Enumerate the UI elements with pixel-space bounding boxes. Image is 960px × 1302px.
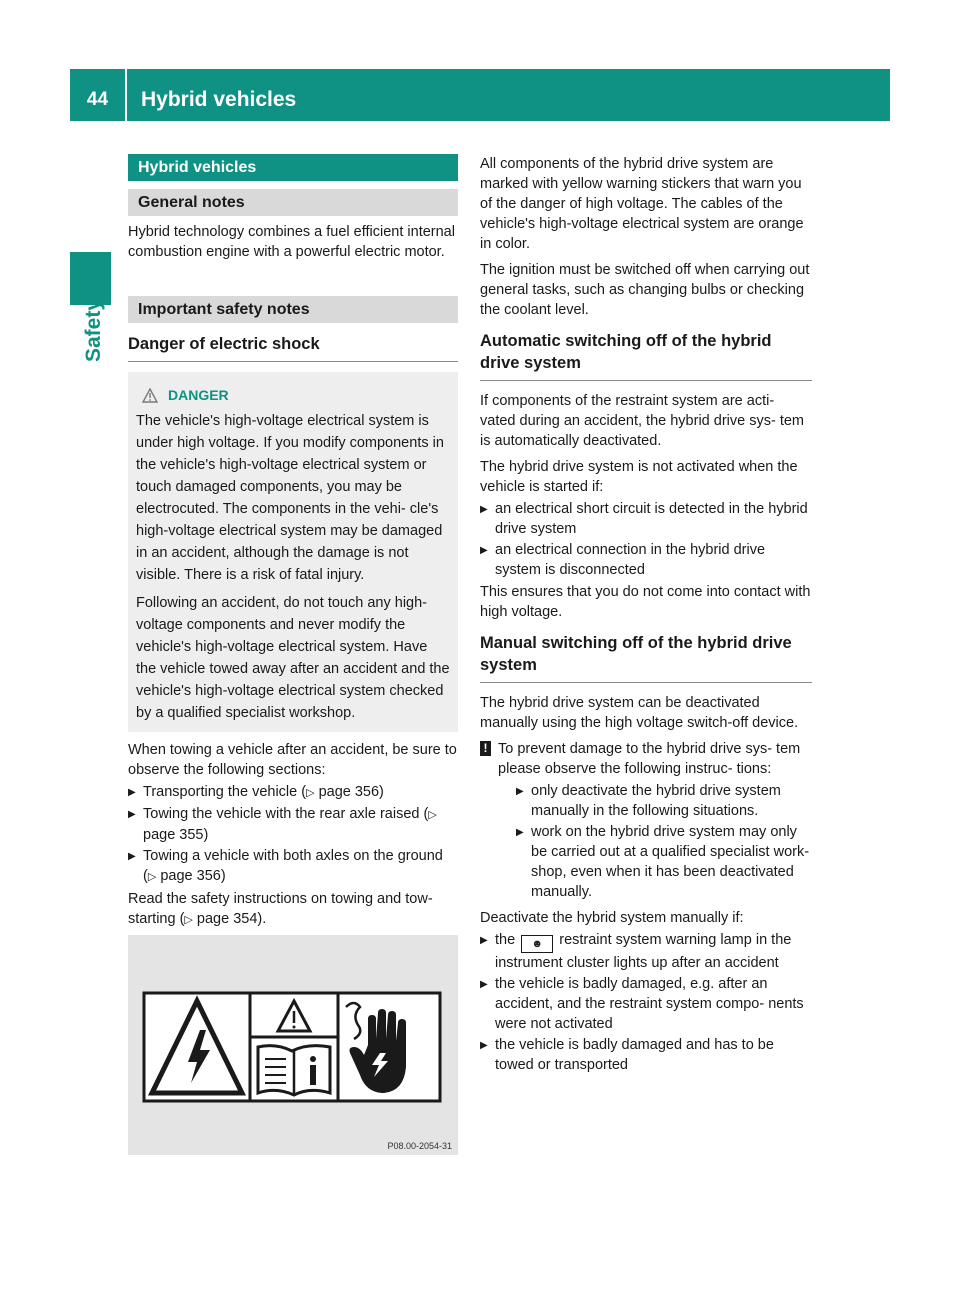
page-ref-arrow-icon: ▷ [184,914,193,926]
danger-text-2: Following an accident, do not touch any high- voltage components and never modify the vehicle's high-voltage electrical system. Have the vehicle towed away after an accident and the vehicle's high-voltage electrical system checked by a qualified specialist workshop. [136,595,450,721]
list-item-text: Transporting the vehicle ( [143,784,307,800]
danger-header [136,384,450,406]
list-item: ▶ the vehicle is badly damaged, e.g. after an accident, and the restraint system compo- nents were not activated [480,974,812,1034]
general-notes-heading: General notes [128,189,458,216]
page-ref-link[interactable]: page 354). [196,911,267,927]
read-instructions [128,889,458,930]
page-ref-link[interactable]: page 356) [160,868,226,884]
warning-sticker-figure [128,935,458,1155]
towing-list [128,782,458,887]
manual-switching-heading: Manual switching off of the hybrid drive system [480,632,812,683]
list-item: ▶ the vehicle is badly damaged and has to be towed or transported [480,1035,812,1075]
list-item [480,930,812,973]
note-text: To prevent damage to the hybrid drive sys- tem please observe the following instruc- tions: [498,741,801,777]
side-tab-marker [70,252,111,305]
danger-box [128,372,458,732]
note-list [498,781,812,902]
read-instructions-text: Read the safety instructions on towing and tow- starting ( [128,891,433,927]
danger-section-heading: Danger of electric shock [128,333,458,362]
warning-sticker-image [128,935,458,1155]
deactivate-list [480,930,812,1075]
list-item: ▶ work on the hybrid drive system may only be carried out at a qualified specialist work- shop, even when it has been deactivated manually. [516,822,812,902]
figure-caption: P08.00-2054-31 [387,1141,452,1151]
left-column [128,154,458,936]
section-title: Hybrid vehicles [128,154,458,181]
important-safety-heading: Important safety notes [128,296,458,323]
page-ref-link[interactable]: page 356) [318,784,384,800]
components-text: All components of the hybrid drive system are marked with yellow warning stickers that warn you of the danger of high voltage. The cables of the vehicle's high-voltage electrical system are orange in color. [480,156,804,252]
auto-conditions-list [480,499,812,580]
warning-triangle-icon [142,388,158,403]
page-ref-link[interactable]: page 355) [143,827,209,843]
danger-text-1: The vehicle's high-voltage electrical system is under high voltage. If you modify components in the vehicle's high-voltage electrical system or touch damaged components, you may be electrocuted. The components in the vehi- cle's high-voltage electrical system may be damaged in an accident, although the damage is not visible. There is a risk of fatal injury. [136,413,444,583]
manual-text: The hybrid drive system can be deactivated manually using the high voltage switch-off device. [480,695,799,731]
auto-text-2: The hybrid drive system is not activated when the vehicle is started if: [480,459,798,495]
auto-text-1: If components of the restraint system are acti- vated during an accident, the hybrid drive sys- tem is automatically deactivated. [480,393,804,449]
restraint-system-warning-lamp-icon: ☻ [521,935,553,953]
deactivate-intro: Deactivate the hybrid system manually if: [480,910,744,926]
list-item [128,846,458,887]
header-divider [125,69,127,121]
list-item-text: Towing a vehicle with both axles on the ground ( [143,848,443,884]
side-section-label: Safety [82,298,105,362]
list-item-text: Towing the vehicle with the rear axle raised ( [143,806,429,822]
exclamation-icon: ! [480,741,491,756]
towing-intro: When towing a vehicle after an accident, be sure to observe the following sections: [128,742,457,778]
page-title: Hybrid vehicles [141,88,297,111]
page-ref-arrow-icon: ▷ [428,809,437,821]
automatic-switching-heading: Automatic switching off of the hybrid drive system [480,330,812,381]
list-item [128,782,458,803]
damage-note [480,739,812,902]
list-item: ▶ an electrical short circuit is detected in the hybrid drive system [480,499,812,539]
list-item [128,804,458,845]
page-number: 44 [86,89,109,110]
list-item: ▶ only deactivate the hybrid drive system manually in the following situations. [516,781,812,821]
list-item-text: the [495,932,516,948]
auto-text-3: This ensures that you do not come into contact with high voltage. [480,584,811,620]
general-notes-text: Hybrid technology combines a fuel efficient internal combustion engine with a powerful electric motor. [128,224,455,260]
right-column [480,154,812,1077]
danger-label: DANGER [168,387,229,403]
page-ref-arrow-icon: ▷ [147,871,157,883]
list-item: ▶ an electrical connection in the hybrid drive system is disconnected [480,540,812,580]
page-ref-arrow-icon: ▷ [306,787,315,799]
list-item-text: restraint system warning lamp in the instrument cluster lights up after an accident [495,932,792,971]
ignition-text: The ignition must be switched off when carrying out general tasks, such as changing bulbs or checking the coolant level. [480,262,810,318]
